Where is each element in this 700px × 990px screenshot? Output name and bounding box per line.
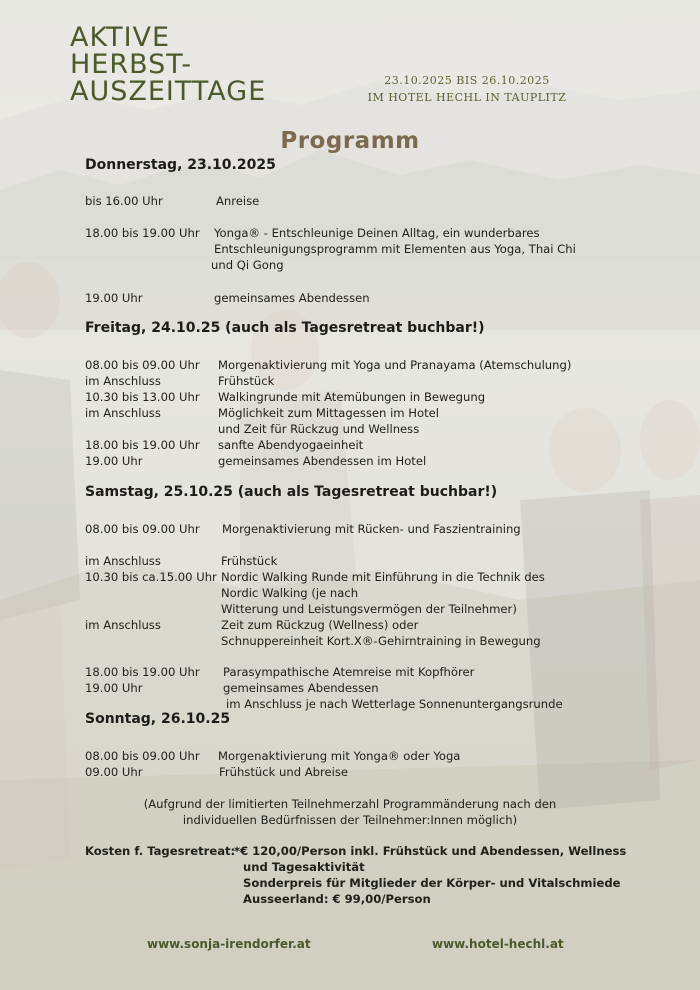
event-title-line: AKTIVE: [70, 22, 171, 53]
entry-time: 18.00 bis 19.00 Uhr: [85, 226, 200, 240]
entry-time: 08.00 bis 09.00 Uhr: [85, 522, 200, 536]
event-title-line: HERBST-: [70, 49, 193, 80]
entry-description: Walkingrunde mit Atemübungen in Bewegung: [218, 390, 486, 404]
program-heading: Programm: [280, 128, 420, 154]
costs-details: *€ 120,00/Person inkl. Frühstück und Abendessen, Wellness und Tagesaktivität Sonderpreis für Mitglieder der Körper- und Vitalschmiede Ausseerland: € 99,00/Person: [234, 844, 627, 906]
event-meta: [362, 72, 572, 106]
entry-description: gemeinsames Abendessen: [214, 291, 370, 305]
entry-description: sanfte Abendyogaeinheit: [218, 438, 364, 452]
day-title-thursday: Donnerstag, 23.10.2025: [85, 157, 276, 173]
entry-time: 19.00 Uhr: [85, 681, 143, 695]
entry-description: Parasympathische Atemreise mit Kopfhörer: [223, 665, 475, 679]
entry-time: 10.30 bis 13.00 Uhr: [85, 390, 200, 404]
entry-time: im Anschluss: [85, 374, 161, 388]
costs-label: Kosten f. Tagesretreat:: [85, 844, 236, 858]
entry-description: gemeinsames Abendessen im Anschluss je nach Wetterlage Sonnenuntergangsrunde: [223, 681, 563, 711]
event-date-range: 23.10.2025 BIS 26.10.2025: [384, 74, 550, 87]
day-title-saturday: Samstag, 25.10.25 (auch als Tagesretreat buchbar!): [85, 484, 498, 500]
entry-description: Yonga® - Entschleunige Deinen Alltag, ein wunderbares Entschleunigungsprogramm mit Elementen aus Yoga, Thai Chi und Qi Gong: [211, 226, 576, 272]
entry-description: Frühstück: [218, 374, 275, 388]
entry-time: 08.00 bis 09.00 Uhr: [85, 749, 200, 763]
program-change-notice: (Aufgrund der limitierten Teilnehmerzahl Programmänderung nach den individuellen Bedürfnissen der Teilnehmer:Innen möglich): [143, 797, 557, 827]
entry-time: bis 16.00 Uhr: [85, 194, 163, 208]
entry-time: 19.00 Uhr: [85, 454, 143, 468]
entry-time: im Anschluss: [85, 554, 161, 568]
footer-link-sonja-irendorfer[interactable]: www.sonja-irendorfer.at: [147, 937, 311, 951]
entry-description: Morgenaktivierung mit Yoga und Pranayama (Atemschulung): [218, 358, 572, 372]
entry-description: Möglichkeit zum Mittagessen im Hotel und Zeit für Rückzug und Wellness: [218, 406, 439, 436]
entry-time: 10.30 bis ca.15.00 Uhr: [85, 570, 217, 584]
entry-time: im Anschluss: [85, 406, 161, 420]
footer-link-hotel-hechl[interactable]: www.hotel-hechl.at: [432, 937, 564, 951]
event-title: [70, 24, 266, 105]
entry-time: im Anschluss: [85, 618, 161, 632]
entry-description: Frühstück: [221, 554, 278, 568]
entry-description: gemeinsames Abendessen im Hotel: [218, 454, 427, 468]
entry-description: Nordic Walking Runde mit Einführung in die Technik des Nordic Walking (je nach Witterung und Leistungsvermögen der Teilnehmer): [221, 570, 545, 616]
event-title-line: AUSZEITTAGE: [70, 76, 267, 107]
entry-time: 18.00 bis 19.00 Uhr: [85, 665, 200, 679]
entry-description: Morgenaktivierung mit Rücken- und Faszientraining: [222, 522, 521, 536]
day-title-sunday: Sonntag, 26.10.25: [85, 711, 231, 727]
entry-time: 19.00 Uhr: [85, 291, 143, 305]
entry-description: Frühstück und Abreise: [219, 765, 349, 779]
day-title-friday: Freitag, 24.10.25 (auch als Tagesretreat buchbar!): [85, 320, 485, 336]
entry-description: Anreise: [216, 194, 260, 208]
entry-time: 18.00 bis 19.00 Uhr: [85, 438, 200, 452]
entry-description: Morgenaktivierung mit Yonga® oder Yoga: [218, 749, 461, 763]
entry-time: 08.00 bis 09.00 Uhr: [85, 358, 200, 372]
entry-description: Zeit zum Rückzug (Wellness) oder Schnuppereinheit Kort.X®-Gehirntraining in Bewegung: [221, 618, 541, 648]
entry-time: 09.00 Uhr: [85, 765, 143, 779]
event-location: IM HOTEL HECHL IN TAUPLITZ: [367, 91, 567, 104]
